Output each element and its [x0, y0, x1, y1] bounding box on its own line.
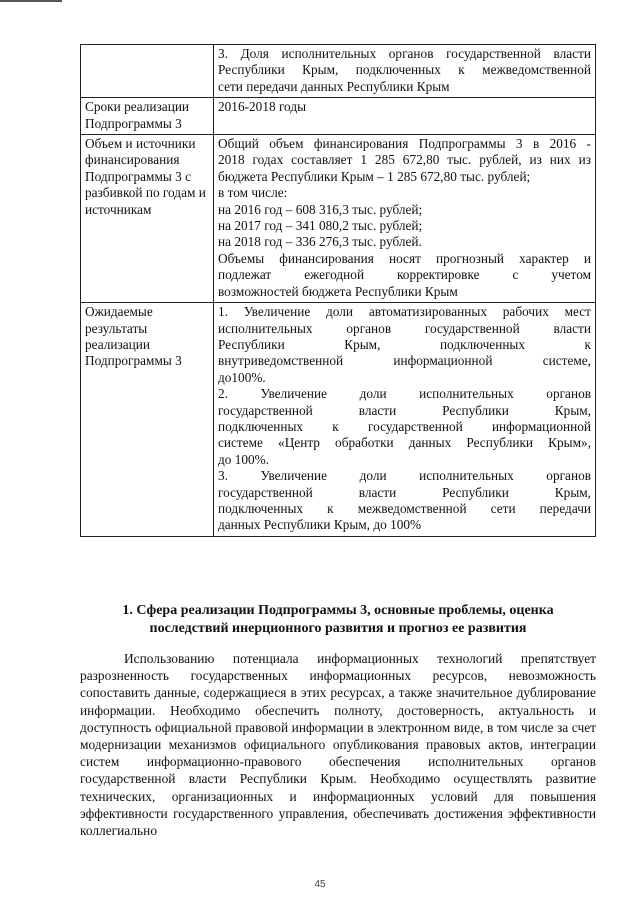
row-label: Ожидаемые результаты реализации Подпрограммы 3 — [81, 303, 214, 537]
table-row — [81, 303, 596, 537]
row-label: Сроки реализации Подпрограммы 3 — [81, 98, 214, 135]
value-line: до100%. — [218, 369, 266, 385]
section-heading — [80, 602, 596, 638]
value-line: государственной власти Республики Крым, — [218, 402, 591, 418]
value-line: 3. Увеличение доли исполнительных органов — [218, 468, 591, 484]
row-value — [214, 45, 596, 98]
value-line: Общий объем финансирования Подпрограммы 3 в 2016 - — [218, 136, 591, 152]
section-heading-line: 1. Сфера реализации Подпрограммы 3, основные проблемы, оценка — [122, 603, 554, 618]
value-line: подключенных к межведомственной сети передачи — [218, 500, 591, 516]
value-line: подключенных к государственной информационной — [218, 418, 591, 434]
row-label: Объем и источники финансирования Подпрограммы 3 с разбивкой по годам и источникам — [81, 135, 214, 303]
row-value — [214, 98, 596, 135]
value-line: до 100%. — [218, 451, 270, 467]
value-line: 3. Доля исполнительных органов государственной власти — [218, 46, 591, 61]
value-line: бюджета Республики Крым – 1 285 672,80 тыс. рублей; — [218, 168, 531, 184]
value-line: на 2018 год – 336 276,3 тыс. рублей. — [218, 234, 422, 250]
value-line: 1. Увеличение доли автоматизированных рабочих мест — [218, 304, 591, 320]
body-paragraph: Использованию потенциала информационных технологий препятствует разрозненность государственных информационных ресурсов, невозможность сопоставить данные, содержащиеся в этих ресурсах, а также значительное дублирование информации. Необходимо обеспечить полноту, достоверность, актуальность и доступность официальной правовой информации в электронном виде, в том числе за счет модернизации механизмов официального опубликования правовых актов, интеграции систем информационно-правового обеспечения исполнительных органов государственной власти Республики Крым. Необходимо осуществлять развитие технических, организационных и информационных условий для повышения эффективности государственного управления, обеспечивать достижения эффективности коллегиально — [80, 651, 596, 839]
row-value — [214, 303, 596, 537]
value-line: в том числе: — [218, 185, 288, 201]
section-heading-line: последствий инерционного развития и прогноз ее развития — [149, 621, 527, 636]
value-line: 2018 годах составляет 1 285 672,80 тыс. рублей, из них из — [218, 152, 591, 168]
row-label — [81, 45, 214, 98]
value-line: Объемы финансирования носят прогнозный характер и — [218, 250, 591, 266]
value-line: на 2017 год – 341 080,2 тыс. рублей; — [218, 218, 423, 234]
subprogram-passport-table — [80, 44, 596, 537]
value-line: данных Республики Крым, до 100% — [218, 517, 422, 533]
scan-edge-mark — [0, 0, 62, 2]
value-line: подлежат ежегодной корректировке с учетом — [218, 267, 591, 283]
value-line: Республики Крым, подключенных к — [218, 336, 591, 352]
value-line: государственной власти Республики Крым, — [218, 484, 591, 500]
value-line: 2016-2018 годы — [218, 99, 307, 115]
table-row — [81, 45, 596, 98]
table-row — [81, 135, 596, 303]
value-line: системе «Центр обработки данных Республики Крым», — [218, 435, 591, 451]
value-line: на 2016 год – 608 316,3 тыс. рублей; — [218, 201, 423, 217]
value-line: 2. Увеличение доли исполнительных органов — [218, 386, 591, 402]
value-line: исполнительных органов государственной власти — [218, 320, 591, 336]
table-row — [81, 98, 596, 135]
page-number: 45 — [314, 879, 326, 890]
value-line: Республики Крым, подключенных к межведомственной — [218, 62, 591, 78]
value-line: сети передачи данных Республики Крым — [218, 78, 450, 94]
value-line: возможностей бюджета Республики Крым — [218, 283, 458, 299]
value-line: внутриведомственной информационной системе, — [218, 353, 591, 369]
row-value — [214, 135, 596, 303]
